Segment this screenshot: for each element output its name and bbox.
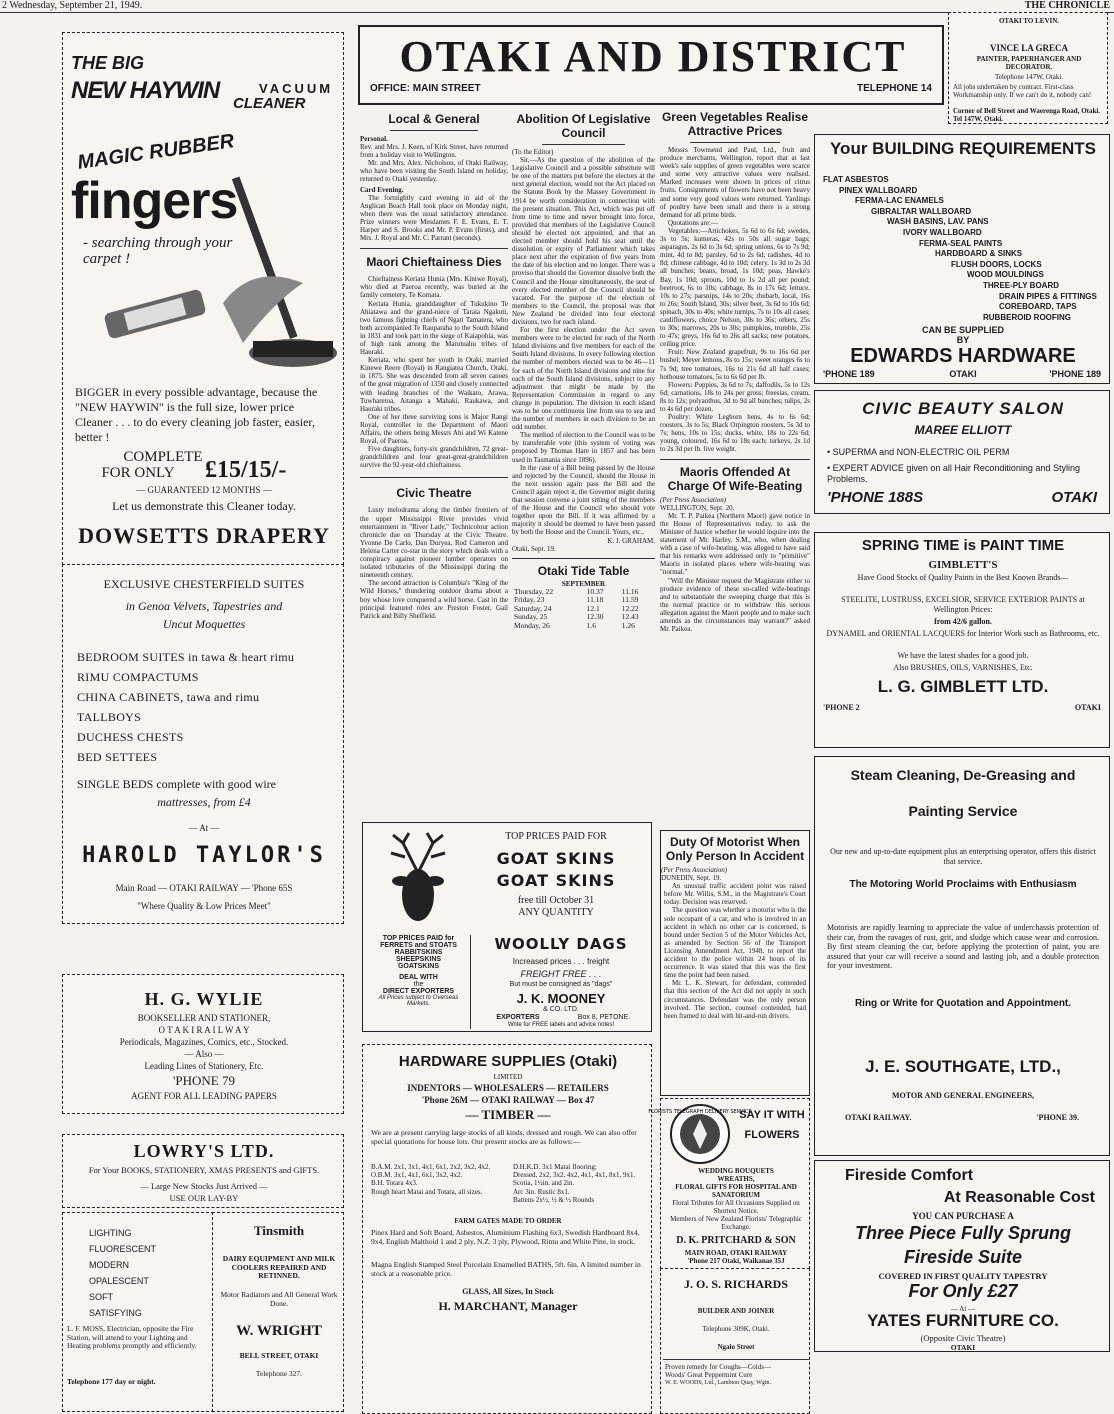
overseas-markets: All Prices subject to Overseas Markets. <box>378 995 459 1007</box>
local-paragraph: Rev. and Mrs. J. Keen, of Kirk Street, have returned from a holiday visit to Wellington. <box>360 143 508 160</box>
column-vegetables <box>660 110 810 812</box>
building-item: FERMA-LAC ENAMELS <box>855 196 944 206</box>
civic-paragraph: Lusty melodrama along the timber frontiers of the upper Mississippi River provides vivid entertainment in "River Lady," Technicolour action chronicle due on Thursday at the Civic Theatre. Yvonne De Carlo, Dan Duryea, Rod Cameron and Helena Carter co-star in the story which deals with a conspiracy against pioneer lumber operators on isolated tributaries of the Mississippi during the nineteenth century. <box>360 506 508 580</box>
pritchard-address: MAIN ROAD, OTAKI RAILWAY <box>684 1249 788 1257</box>
acrostic-word: OPALESCENT <box>89 1276 149 1286</box>
wylie-line-2: O T A K I R A I L W A Y <box>158 1025 250 1035</box>
chieftainess-paragraph: Keriata, who spent her youth in Otaki, married Kinewe Reere (Royal) in Rangiatea Church, Otaki, in 1875. She was descended from all seven canoes of the great migration of 1350 and closely connected with leading branches of the Waikato, Arawa, Tuwharetoa, Aitanga a Mahaki, Raukawa, and Hauraki tribes. <box>360 356 508 413</box>
florists-seal-text: FLORISTS TELEGRAPH DELIVERY SERVICE <box>648 1109 752 1115</box>
furniture-item: TALLBOYS <box>77 710 142 724</box>
at-label: — At — <box>188 823 220 833</box>
furniture-item: CHINA CABINETS, tawa and rimu <box>77 690 260 704</box>
lowry-ad <box>62 1134 344 1208</box>
building-item: WOOD MOULDINGS <box>967 270 1044 280</box>
council-paragraph: Sir,—As the question of the abolition of the Legislative Council and a possible substitute will be one of the matters put before the electors at the next general election, would not the Act placed on the Statute Book by the Massey Government in 1914 be worth consideration in connection with the present situation. This Act, which was put off from time to time and never brought into force, provided that members of the Legislative Council should be elected not appointed, and that an elected member should hold his seat until the dissolution or expiry of Parliament which takes place next after the expiration of five years from the date of his election and no longer. There was a proviso that should the Governor dissolve both the Council and the House simultaneously, the seat of every elected member of the Council should be vacated. For the purpose of the election of members to the Council, the proposal was that New Zealand be divided into four electoral divisions, two for each island. <box>512 156 655 326</box>
florists-seal-icon <box>648 1103 752 1165</box>
southgate-trade: MOTOR AND GENERAL ENGINEERS, <box>891 1091 1035 1100</box>
personal-subhead: Personal. <box>360 135 388 143</box>
vacuum-label: VACUUM <box>259 81 334 96</box>
wylie-also: — Also — <box>184 1049 224 1059</box>
florist-line: WEDDING BOUQUETS <box>698 1167 774 1175</box>
salon-phone: 'PHONE 188S <box>827 489 924 506</box>
stock-item: O.B.M. 3x1, 4x1, 6x1, 3x2, 4x2. <box>371 1171 463 1180</box>
acrostic-word: MODERN <box>89 1260 129 1270</box>
building-item: WASH BASINS, LAV. PANS <box>887 217 989 227</box>
local-paragraph: Mr. and Mrs. Alex. Nicholson, of Otaki Railway, who have been visiting the South Island on holiday, returned to Otaki yesterday. <box>360 159 508 184</box>
by-label: BY <box>956 335 970 345</box>
florist-line: WREATHS, <box>717 1175 755 1183</box>
dowsetts-name: DOWSETTS DRAPERY <box>78 523 330 548</box>
acrostic-word: SOFT <box>89 1292 113 1302</box>
office-address: OFFICE: MAIN STREET <box>370 83 481 94</box>
gimblett-line-3: from 42/6 gallon. <box>934 617 992 626</box>
acrostic-word: SATISFYING <box>89 1308 142 1318</box>
deer-head-illustration <box>373 833 463 925</box>
vegetables-paragraph: Poultry: White Leghorn hens, 4s to 6s 6d; roosters, 3s to 5s; Black Orpington roosters, 5s 3d to 7s; hens, 10s to 15s; ducks, white, 18s to 22s 6d; young, coloured, 16s 6d to 18s each; turkeys, 2s 1d to 2s 3d per lb. live weight. <box>660 413 810 454</box>
salon-line-1: • SUPERMA and NON-ELECTRIC OIL PERM <box>827 447 1010 457</box>
stock-item: B.A.M. 2x1, 3x1, 4x1, 6x1, 2x2, 3x2, 4x2. <box>371 1163 491 1171</box>
vegetables-paragraph: Messrs Townsend and Paul, Ltd., fruit and produce merchants, Wellington, report that at last week's sale supplies of green vegetables were scarce and some very attractive values were realised. Marked increases were shown in prices of citrus fruits. Consignments of flowers have not been heavy and some very good values were returned. Yardings of poultry have been small and there is a strong demand for all prime birds. <box>660 146 810 219</box>
la-greca-ad <box>948 12 1108 124</box>
local-paragraph: The fortnightly card evening in aid of the Anglican Beach Hall took place on Monday night, when there was the usual satisfactory attendance. Prize winners were Mesdames F. E. Evans, E. T. Harper and S. Brooks and Mr. P. Evans (firsts), and Mrs. J. Royal and Mr. C. Parrant (seconds). <box>360 193 508 243</box>
chieftainess-paragraph: Keriata Hunia, granddaughter of Tukukino Te Ahiatawa and the grand-niece of Taraia Ngakuti, two famous fighting chiefs of Ngati Tamatera, who both accompanied Te Rauparaha to the South Island in 1831 and took part in the siege of Kaiapohia, was of high rank among the Marutuahu tribes of Hauraki. <box>360 299 508 357</box>
vacuum-cleaner-illustration <box>213 153 341 383</box>
building-item: THREE-PLY BOARD <box>983 280 1060 290</box>
salon-owner: MAREE ELLIOTT <box>914 423 1012 437</box>
gimblett-name: GIMBLETT'S <box>928 559 998 571</box>
dags-freight-free: FREIGHT FREE . . . <box>520 969 602 979</box>
wright-line-2: Motor Radiators and All General Work Done. <box>220 1290 338 1308</box>
letter-signature: K. J. GRAHAM. <box>607 536 655 545</box>
yates-at: — At — <box>950 1305 976 1313</box>
table-row: Saturday, 24 12.1 12.22 <box>514 603 639 613</box>
wright-line-1: DAIRY EQUIPMENT AND MILK COOLERS REPAIRED AND RETINNED. <box>222 1254 336 1280</box>
yates-opposite: (Opposite Civic Theatre) <box>920 1333 1006 1343</box>
maoris-paragraph: "Will the Minister request the Magistrate either to produce evidence of these so-called wife-beatings and to substantiate the sweeping charge that this is the normal practice or to withdraw this serious allegation against the Maori people and to make such amends as the circumstances may warrant?" asked Mr. Paikea. <box>660 576 810 634</box>
wylie-line-4: Leading Lines of Stationery, Etc. <box>144 1061 264 1071</box>
yates-line-1: Fireside Comfort <box>845 1167 974 1184</box>
building-requirements-ad <box>814 134 1110 384</box>
maoris-source: (Per Press Association) <box>660 495 727 504</box>
haywin-body: BIGGER in every possible advantage, because the "NEW HAYWIN" is the full size, lower price Cleaner . . . to do every cleaning job faster, easier, better ! <box>75 385 318 444</box>
council-paragraph: For the first election under the Act seven members were to be elected for each of the North Island divisions and five members for each of the South Island divisions. In every following election the number of members elected was to be 46—11 for each of the North Island divisions and nine for each of the South Island divisions, subject to any adjustment that might be made by the Representation Commission in regard to any change in population. The division in each island was to be one continuous line from sea to sea and the number of members in each division to be an odd number. <box>512 326 655 432</box>
la-greca-trade: PAINTER, PAPERHANGER AND DECORATOR. <box>976 55 1082 72</box>
richards-street: Ngaio Street <box>717 1343 755 1351</box>
yates-line-5: Fireside Suite <box>903 1247 1023 1267</box>
card-evening-subhead: Card Evening. <box>360 185 404 194</box>
yates-line-3: YOU CAN PURCHASE A <box>912 1211 1014 1221</box>
page-date: 2 Wednesday, September 21, 1949. <box>2 0 143 11</box>
to-editor: (To the Editor) <box>512 148 554 156</box>
fabrics-line-2: Uncut Moquettes <box>162 617 246 631</box>
gimblett-line-2: STEELITE, LUSTRUSS, EXCELSIOR, SERVICE EXTERIOR PAINTS at Wellington Prices: <box>841 595 1085 614</box>
building-heading: Your BUILDING REQUIREMENTS <box>829 139 1097 158</box>
florist-line: FLORAL GIFTS FOR HOSPITAL AND SANATORIUM <box>675 1183 797 1200</box>
gimblett-ad <box>814 532 1110 748</box>
wylie-line-1: BOOKSELLER AND STATIONER, <box>137 1013 271 1023</box>
taylor-motto: "Where Quality & Low Prices Meet" <box>137 901 271 911</box>
mooney-box: Box 8, PETONE. <box>577 1014 631 1021</box>
hardware-intro: We are at present carrying large stocks of all kinds, dressed and rough. We can also offer special quotations for house lots. Our present stocks are as follows:— <box>371 1128 637 1146</box>
southgate-paragraph-2: Motorists are rapidly learning to appreciate the value of underchassis protection of their car, from the ravages of rust, grit, and sludge which cause wear and corrosion. By first steam cleaning the car, before applying the protection of paint, you are assured that your car will receive a sound and lasting job, and a double protection for your investment. <box>827 923 1099 970</box>
dags-increased: Increased prices . . . freight <box>512 957 610 966</box>
vegetables-paragraph: Fruit: New Zealand grapefruit, 9s to 16s 6d per bushel; Meyer lemons, 8s to 15s; sweet oranges 6s to 7s 9d; tree tomatoes, 16s to 21s 6d all half cases; hothouse tomatoes, 5s to 6s 6d per lb. <box>660 348 810 381</box>
direct-exporters: DIRECT EXPORTERS <box>382 988 455 995</box>
hardware-limited: LIMITED <box>493 1073 523 1081</box>
pritchard-ad <box>648 1098 810 1274</box>
cleaner-label: CLEANER <box>233 95 306 112</box>
skins-top-prices: TOP PRICES PAID for <box>382 935 455 942</box>
haywin-price: £15/15/- <box>205 457 287 483</box>
acrostic-word: FLUORESCENT <box>89 1244 157 1254</box>
district-title: OTAKI AND DISTRICT <box>399 32 907 81</box>
wylie-agent: AGENT FOR ALL LEADING PAPERS <box>131 1091 277 1101</box>
la-greca-heading: OTAKI TO LEVIN. <box>998 17 1060 25</box>
wylie-phone: 'PHONE 79 <box>173 1073 235 1088</box>
mooney-exporters: EXPORTERS <box>496 1014 540 1021</box>
lowry-name: LOWRY'S LTD. <box>133 1141 275 1161</box>
maoris-dateline: WELLINGTON, Sept. 20. <box>660 503 735 512</box>
hardware-glass: GLASS, All Sizes, In Stock <box>462 1287 554 1296</box>
woods-line: W. E. WOODS, Ltd., Lambton Quay, Wgtn. <box>665 1380 771 1386</box>
woolly-dags: WOOLLY DAGS <box>494 935 628 953</box>
building-item: PINEX WALLBOARD <box>839 185 918 195</box>
council-heading: Abolition Of Legislative Council <box>516 112 651 140</box>
furniture-item: BEDROOM SUITES in tawa & heart rimu <box>77 650 295 664</box>
skins-line: GOATSKINS <box>397 963 440 970</box>
skins-line: FERRETS and STOATS <box>380 942 457 949</box>
building-item: HARDBOARD & SINKS <box>935 249 1023 259</box>
gimblett-town: OTAKI <box>1074 703 1101 712</box>
can-be-supplied: CAN BE SUPPLIED <box>921 325 1004 335</box>
building-item: FLUSH DOORS, LOCKS <box>951 259 1042 269</box>
moss-phone: Telephone 177 day or night. <box>67 1377 156 1386</box>
chieftainess-heading: Maori Chieftainess Dies <box>366 255 502 270</box>
moss-ad <box>62 1212 214 1412</box>
hardware-baths: Magna English Stamped Steel Porcelain Enamelled BATHS, 5ft. 6in. A limited number in stock at a reasonable price. <box>371 1260 641 1278</box>
gimblett-line-4: DYNAMEL and ORIENTAL LACQUERS for Interior Work such as Bathrooms, etc. <box>826 629 1100 638</box>
local-general-heading: Local & General <box>388 112 480 126</box>
single-beds-line-1: SINGLE BEDS complete with good wire <box>77 777 276 791</box>
guarantee-line: — GUARANTEED 12 MONTHS — <box>136 485 272 495</box>
furniture-item: BED SETTEES <box>77 750 158 764</box>
building-item: DRAIN PIPES & FITTINGS <box>999 291 1097 301</box>
hardware-manager: H. MARCHANT, Manager <box>438 1299 578 1313</box>
tide-table <box>512 588 655 631</box>
goat-skins-1: GOAT SKINS <box>496 849 616 868</box>
hardware-title: HARDWARE SUPPLIES (Otaki) <box>398 1053 618 1070</box>
southgate-name: J. E. SOUTHGATE, LTD., <box>865 1057 1061 1076</box>
richards-trade: BUILDER AND JOINER <box>697 1307 775 1315</box>
civic-theatre-heading: Civic Theatre <box>396 486 472 501</box>
gimblett-title: SPRING TIME is PAINT TIME <box>861 537 1065 554</box>
southgate-paragraph-1: Our new and up-to-date equipment plus an enterprising operator, offers this district that service. <box>830 847 1096 866</box>
single-beds-line-2: mattresses, from £4 <box>157 795 251 809</box>
stock-item: Arc 3in. Rustic 8x1. <box>513 1187 570 1196</box>
acrostic-word: LIGHTING <box>89 1228 132 1238</box>
goat-free-till: free till October 31 <box>517 895 595 906</box>
the-big: THE BIG <box>71 53 145 73</box>
taylor-address: Main Road — OTAKI RAILWAY — 'Phone 65S <box>115 883 293 893</box>
fabrics-line-1: in Genoa Velvets, Tapestries and <box>125 599 283 613</box>
paper-name: THE CHRONICLE <box>1024 0 1110 11</box>
stock-item: Rough heart Matai and Totara, all sizes. <box>371 1187 483 1196</box>
demo-line: Let us demonstrate this Cleaner today. <box>112 499 296 513</box>
motorist-article <box>660 830 810 1096</box>
pritchard-name: D. K. PRITCHARD & SON <box>676 1235 796 1246</box>
motorist-dateline: DUNEDIN, Sept. 19. <box>661 874 722 883</box>
beauty-salon-ad <box>814 390 1110 514</box>
goat-skins-ad <box>362 822 652 1032</box>
harold-taylor-ad <box>62 564 344 924</box>
battery-illustration <box>97 283 217 343</box>
civic-paragraph: The second attraction is Columbia's "King of the Wild Horses," thundering outdoor drama about a boy whose love conquered a wild horse. Cast in the principal featured roles are Preston Foster, Gail Patrick and Billy Sheffield. <box>360 579 508 620</box>
for-only-label: FOR ONLY <box>101 465 175 481</box>
letter-place-date: Otaki, Sept. 19. <box>512 544 556 553</box>
gimblett-line-5: We have the latest shades for a good job. <box>897 651 1029 660</box>
building-item: GIBRALTAR WALLBOARD <box>871 206 972 216</box>
skins-line: SHEEPSKINS <box>395 956 442 963</box>
edwards-phone-left: 'PHONE 189 <box>823 369 875 379</box>
motorist-paragraph: The question was whether a motorist who is the sole occupant of a car, and who is involved in an accident in which no other car is concerned, is bound under Section 5 of the Motor Vehicles Act, as amended by Section 56 of the Transport Licensing Amendment Act, 1948, to report the accident to the police within 24 hours of its occurrence. It was stated that this was the first time the point had been raised. <box>664 906 806 980</box>
hardware-timber: — TIMBER — <box>465 1107 551 1122</box>
wright-phone: Telephone 327. <box>255 1369 303 1378</box>
yates-line-4: Three Piece Fully Sprung <box>854 1223 1072 1243</box>
southgate-title-1: Steam Cleaning, De-Greasing and <box>850 767 1076 783</box>
la-greca-phone: Telephone 147W, Otaki. <box>994 73 1064 81</box>
moss-body: L. F. MOSS, Electrician, opposite the Fire Station, will attend to your Lighting and Heating problems promptly and efficiently. <box>67 1324 197 1351</box>
say-it-with: SAY IT WITH <box>739 1109 805 1121</box>
salon-town: OTAKI <box>1051 489 1097 506</box>
chieftainess-paragraph: One of her three surviving sons is Major Rangi Royal, controller in the Department of Maori Affairs, the others being Messrs Ahi and Wi Katene Royal, of Paeroa. <box>360 412 508 446</box>
hardware-phone: 'Phone 26M — OTAKI RAILWAY — Box 47 <box>421 1095 595 1105</box>
mooney-write: Write for FREE labels and advice notes! <box>507 1022 615 1028</box>
southgate-phone: 'PHONE 39. <box>1036 1113 1079 1122</box>
lowry-line-1: For Your BOOKS, STATIONERY, XMAS PRESENTS and GIFTS. <box>88 1165 320 1175</box>
richards-phone: Telephone 309K, Otaki. <box>702 1325 770 1333</box>
stock-item: Dressed, 2x2, 3x2, 4x2, 4x1, 4x1, 8x1, 9x1. <box>513 1171 636 1180</box>
mooney-name: J. K. MOONEY <box>516 991 606 1006</box>
yates-line-7: For Only £27 <box>908 1281 1018 1301</box>
woods-line: Proven remedy for Coughs—Colds— <box>665 1363 771 1371</box>
taylor-name: HAROLD TAYLOR'S <box>82 843 326 868</box>
dags-consigned: But must be consigned as "dags" <box>509 981 613 988</box>
gimblett-phone: 'PHONE 2 <box>823 703 860 712</box>
table-row: Monday, 26 1.6 1.26 <box>514 620 635 630</box>
mooney-co: & CO. LTD. <box>543 1006 579 1013</box>
haywin-tagline: - searching through your carpet ! <box>83 235 233 267</box>
wylie-ad <box>62 974 344 1114</box>
stock-item: B.H. Totara 4x3. <box>371 1179 418 1188</box>
vegetables-paragraph: Vegetables:—Artichokes, 5s 6d to 6s 6d; swedes, 3s to 5s; kumeras, 42s to 50s all sugar bags; asparagus, 2s 6d to 3s 6d; spring onions, 6s to 7s 9d; mint, 4d to 8d; parsley, 6d to 2s 6d; radishes, 4d to 8d; chinese cabbage, 4d to 10d; celery, 1s 3d to 2s 3d all bunches; beans, broad, 1s 10d; peas, Hawke's Bay, 1s 10d; sprouts, 10d to 1s 2d all per pound; beetroot, 6s to 10s; cabbage, 8s to 17s 6d; lettuce, 10s to 27s; parsnips, 14s to 20s; rhubarb, local, 16s to 26s; South Island, 30s; silver beet, 3s 6d to 10s 6d; spinach, 30s to 40s; white turnips, 7s to 10s all cases; cauliflowers, choice Nelson, 30s to 36s; others, 25s to 30s; marrows, 20s to 30s; pumpkins, trumble, 25s to 47s; greys, 16s 6d to 26s all sacks; new potatoes, ceiling price. <box>660 226 810 349</box>
southgate-title-2: Painting Service <box>908 803 1018 819</box>
gimblett-line-1: Have Good Stocks of Quality Paints in the Best Known Brands— <box>857 573 1069 582</box>
table-row: Friday, 23 11.18 11.59 <box>514 595 639 605</box>
richards-name: J. O. S. RICHARDS <box>683 1277 788 1291</box>
office-telephone: TELEPHONE 14 <box>856 83 932 94</box>
hardware-roles: INDENTORS — WHOLESALERS — RETAILERS <box>407 1083 609 1093</box>
yates-ad <box>814 1160 1110 1352</box>
salon-line-2: • EXPERT ADVICE given on all Hair Reconditioning and Styling Problems. <box>827 463 1080 484</box>
salon-title: CIVIC BEAUTY SALON <box>862 399 1064 418</box>
wright-heading: Tinsmith <box>253 1223 305 1238</box>
vegetables-heading: Green Vegetables Realise Attractive Prices <box>661 110 809 138</box>
southgate-subhead: The Motoring World Proclaims with Enthusiasm <box>849 879 1077 890</box>
hardware-boards: Pinex Hard and Soft Board, Asbestos, Aluminium Flashing 6x3, Swedish Hardboard 8x4, 9x4, English Malthoid 1 and 2 ply, N.Z. 3 ply, Plywood, Rimu and White Pine, in stock. <box>371 1228 640 1246</box>
furniture-item: DUCHESS CHESTS <box>77 730 184 744</box>
goat-skins-2: GOAT SKINS <box>496 871 616 890</box>
flowers-word: FLOWERS <box>744 1129 800 1141</box>
motorist-paragraph: An unusual traffic accident point was raised before Mr. Willis, S.M., in the Magistrate's Court today. Decision was reserved. <box>664 882 806 907</box>
la-greca-body: All jobs undertaken by contract. First-class Workmanship only. If we can't do it, nobody can! <box>953 83 1092 100</box>
motorist-heading: Duty Of Motorist When Only Person In Accident <box>665 835 805 863</box>
edwards-phone-right: 'PHONE 189 <box>1049 369 1101 379</box>
woods-line: Woods' Great Peppermint Cure <box>665 1371 753 1379</box>
wright-name: W. WRIGHT <box>236 1323 322 1339</box>
magic-rubber: MAGIC RUBBER <box>76 130 236 174</box>
furniture-item: RIMU COMPACTUMS <box>77 670 199 684</box>
stock-item: Battens 2x½, ½ & ½ Rounds <box>513 1195 595 1204</box>
maoris-paragraph: Mr. T. P. Paikea (Northern Maori) gave notice in the House of Representatives today, to ask the Minister of Justice whether he would inquire into the statement of Mr. Harley, S.M., who, when dealing with a case of wife-beating, was alleged to have said that his remarks were addressed only to "primitive" Maoris in isolated places where wife-beating was "normal." <box>660 511 810 577</box>
la-greca-name: VINCE LA GRECA <box>989 43 1068 53</box>
skins-line: RABBITSKINS <box>394 949 443 956</box>
yates-line-2: At Reasonable Cost <box>943 1189 1095 1206</box>
table-row: Sunday, 25 12.30 12.43 <box>514 612 639 622</box>
lowry-line-2: — Large New Stocks Just Arrived — <box>140 1181 268 1191</box>
table-row: Thursday, 22 10.37 11.16 <box>514 586 639 596</box>
chesterfield-line: EXCLUSIVE CHESTERFIELD SUITES <box>103 577 305 591</box>
edwards-town: OTAKI <box>949 369 977 379</box>
florist-line: Floral Tributes for All Occasions Supplied on Shortest Notice. <box>672 1199 800 1216</box>
building-item: RUBBEROID ROOFING <box>983 312 1071 322</box>
haywin-ad <box>62 32 344 585</box>
complete-label: COMPLETE <box>123 449 203 465</box>
gimblett-company: L. G. GIMBLETT LTD. <box>877 677 1049 696</box>
tide-month: SEPTEMBER <box>561 579 606 588</box>
goat-top-prices: TOP PRICES PAID FOR <box>505 831 607 842</box>
southgate-ring: Ring or Write for Quotation and Appointment. <box>854 998 1072 1009</box>
hardware-supplies-ad <box>362 1044 652 1414</box>
vegetables-paragraph: Quotations are:— <box>668 218 718 227</box>
southgate-ad <box>814 756 1110 1156</box>
building-item: FLAT ASBESTOS <box>823 175 889 184</box>
motorist-source: (Per Press Association) <box>661 866 728 874</box>
wylie-name: H. G. WYLIE <box>144 989 264 1009</box>
tide-heading: Otaki Tide Table <box>537 563 630 578</box>
farm-gates: FARM GATES MADE TO ORDER <box>454 1217 562 1225</box>
chieftainess-paragraph: Five daughters, forty-six grandchildren, 72 great-grandchildren and four great-great-grandchildren survive the 92-year-old chieftainess. <box>360 445 508 470</box>
pritchard-phone: 'Phone 217 Otaki, Waikanae 35J <box>687 1257 785 1265</box>
yates-town: OTAKI <box>950 1343 976 1352</box>
council-paragraph: In the case of a Bill being passed by the House and rejected by the Council, should the House in the next session again pass the Bill and the Council again reject it, the Governor might during that session convene a joint sitting of the members of the House and the Council who should vote together upon the Bill. If it was affirmed by a majority it should be deemed to have been passed by both the House and the Council. Yours, etc., <box>512 463 655 537</box>
vegetables-paragraph: Flowers: Poppies, 3s 6d to 7s; daffodils, 5s to 12s 6d; carnations, 18s to 24s per gross; freesias, cream, 8s to 12s; polyanthus, 3d to 9d all bunches; tulips, 2s to 4s 6d per dozen. <box>660 380 810 413</box>
council-paragraph: The method of election to the Council was to be by transferable vote (this system of voting was proposed by Thomas Hare in 1857 and has been used in Tasmania since 1896). <box>512 431 655 464</box>
goat-any-quantity: ANY QUANTITY <box>518 907 594 918</box>
deal-the: the <box>413 981 424 988</box>
fingers-word: fingers <box>71 172 238 230</box>
column-council <box>512 112 655 812</box>
maoris-offended-heading: Maoris Offended At Charge Of Wife-Beating <box>667 464 803 493</box>
motorist-paragraph: Mr. L. K. Stewart, for defendant, contended that this section of the Act did not apply in such circumstances. Defendant was the only person involved. The section, counsel contended, had been framed to deal with hit-and-run drivers. <box>664 979 806 1020</box>
edwards-name: EDWARDS HARDWARE <box>850 345 1076 367</box>
deal-with: DEAL WITH <box>399 974 438 981</box>
building-item: IVORY WALLBOARD <box>903 227 982 237</box>
building-item: COREBOARD, TAPS <box>999 302 1077 312</box>
florist-line: Members of New Zealand Florists' Telegraphic Exchange. <box>670 1215 802 1232</box>
gimblett-line-6: Also BRUSHES, OILS, VARNISHES, Etc. <box>893 663 1033 672</box>
chieftainess-paragraph: Chieftainess Keriata Hunia (Mrs. Kiniwe Royal), who died at Paeroa recently, was buried at the family cemetery, Te Komata. <box>360 275 508 300</box>
district-header <box>358 25 944 105</box>
wylie-line-3: Periodicals, Magazines, Comics, etc., Stocked. <box>119 1037 289 1047</box>
stock-item: D.H.K.D. 3x1 Matai flooring; <box>513 1163 597 1171</box>
product-line: NEW HAYWIN <box>71 77 220 104</box>
wright-address: BELL STREET, OTAKI <box>239 1351 319 1360</box>
stock-item: Scotia, 1½in. and 2in. <box>513 1179 575 1188</box>
lowry-line-3: USE OUR LAY-BY <box>169 1193 239 1203</box>
yates-name: YATES FURNITURE CO. <box>867 1311 1059 1330</box>
la-greca-corner: Corner of Bell Street and Waerenga Road, Otaki. Tel 147W, Otaki. <box>953 107 1101 124</box>
richards-ad <box>660 1268 810 1414</box>
yates-line-6: COVERED IN FIRST QUALITY TAPESTRY <box>878 1271 1048 1281</box>
building-item: FERMA-SEAL PAINTS <box>919 238 1003 248</box>
southgate-town: OTAKI RAILWAY. <box>845 1113 912 1122</box>
wright-ad <box>212 1212 344 1412</box>
column-local <box>360 112 508 812</box>
